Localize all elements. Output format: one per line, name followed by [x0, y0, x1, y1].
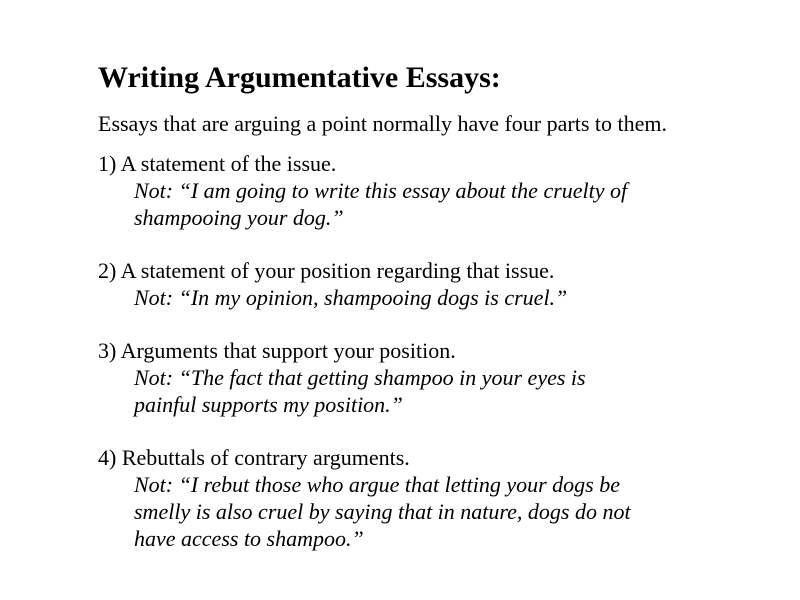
example-line: painful supports my position.” [134, 392, 403, 417]
slide-title: Writing Argumentative Essays: [98, 61, 501, 94]
point-example [134, 364, 778, 418]
example-line: Not: “I am going to write this essay about the cruelty of [134, 178, 628, 203]
point-example [134, 471, 778, 552]
example-line: smelly is also cruel by saying that in nature, dogs do not [134, 499, 631, 524]
point-heading: 2) A statement of your position regarding that issue. [98, 258, 555, 283]
example-line: Not: “The fact that getting shampoo in your eyes is [134, 365, 586, 390]
example-line: have access to shampoo.” [134, 526, 364, 551]
point-example [134, 177, 778, 231]
point-heading: 1) A statement of the issue. [98, 151, 337, 176]
point-4 [98, 444, 778, 552]
point-1 [98, 150, 778, 231]
point-2 [98, 257, 778, 311]
point-heading: 4) Rebuttals of contrary arguments. [98, 445, 410, 470]
example-line: Not: “In my opinion, shampooing dogs is cruel.” [134, 285, 568, 310]
example-line: shampooing your dog.” [134, 205, 344, 230]
point-heading: 3) Arguments that support your position. [98, 338, 456, 363]
intro-text: Essays that are arguing a point normally have four parts to them. [98, 111, 668, 136]
point-3 [98, 337, 778, 418]
example-line: Not: “I rebut those who argue that letting your dogs be [134, 472, 621, 497]
slide-content [98, 60, 778, 578]
point-example [134, 284, 778, 311]
